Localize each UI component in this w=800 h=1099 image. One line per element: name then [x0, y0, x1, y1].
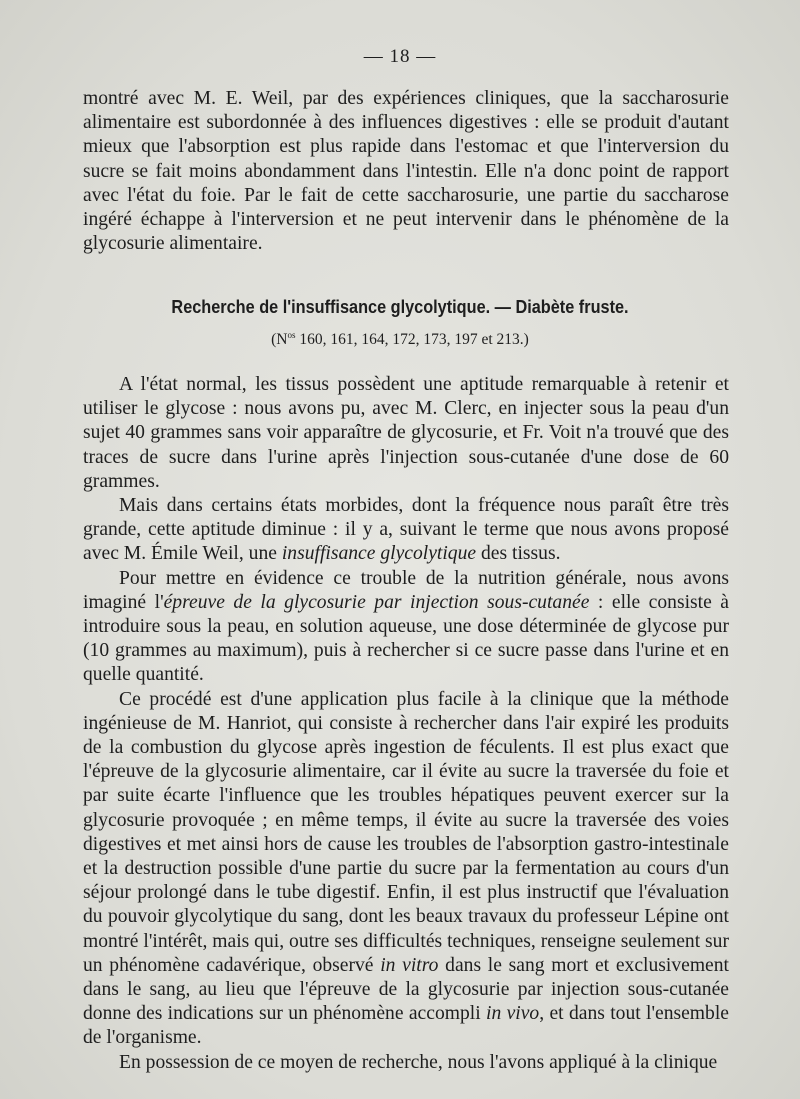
paragraph-3: [83, 567, 729, 688]
body-text: [83, 373, 729, 1075]
section-heading: Recherche de l'insuffisance glycolytique. — Diabète fruste.: [171, 296, 629, 317]
paragraph-2-text-a: Mais dans certains états morbides, dont la fréquence nous paraît être très grande, cette aptitude diminue : il y a, suivant le terme que nous avons proposé avec M. Émile Weil, une: [83, 495, 729, 565]
paragraph-2-emphasis: insuffisance glycolytique: [281, 543, 477, 565]
references-prefix: (N: [271, 331, 288, 349]
references-superscript: os: [287, 330, 296, 340]
paragraph-2-text-b: des tissus.: [476, 543, 561, 565]
paragraph-5: En possession de ce moyen de recherche, nous l'avons appliqué à la clinique: [119, 1051, 718, 1073]
paragraph-4: [83, 688, 729, 1051]
references-numbers: 160, 161, 164, 172, 173, 197 et 213.): [295, 331, 529, 349]
paragraph-4-emphasis-1: in vitro: [380, 954, 439, 976]
paragraph-3-text-a: Pour mettre en évidence ce trouble de la nutrition générale, nous avons imaginé l': [83, 567, 729, 613]
intro-paragraph: montré avec M. E. Weil, par des expériences cliniques, que la saccharosurie alimentaire est subordonnée à des influences digestives : elle se produit d'autant mieux que l'absorption est plus rapide dans l'estomac et que l'interversion du sucre se fait moins abondamment dans l'intestin. Elle n'a donc point de rapport avec l'état du foie. Par le fait de cette saccharosurie, une partie du saccharose ingéré échappe à l'interversion et ne peut intervenir dans le phénomène de la glycosurie alimentaire.: [83, 88, 729, 255]
paragraph-4-text-b: dans le sang mort et exclusivement dans le sang, au lieu que l'épreuve de la glycosurie par injection sous-cutanée donne des indications sur un phénomène accompli: [83, 954, 729, 1025]
paragraph-4-text-c: , et dans tout l'ensemble de l'organisme.: [83, 1003, 729, 1049]
paragraph-1: A l'état normal, les tissus possèdent une aptitude remarquable à retenir et utiliser le glycose : nous avons pu, avec M. Clerc, en injecter sous la peau d'un sujet 40 grammes sans voir apparaître de glycosurie, et Fr. Voit n'a trouvé que des traces de sucre dans l'urine après l'injection sous-cutanée d'une dose de 60 grammes.: [83, 374, 729, 492]
paragraph-3-emphasis: épreuve de la glycosurie par injection sous-cutanée: [163, 591, 590, 613]
paragraph-4-text-a: Ce procédé est d'une application plus facile à la clinique que la méthode ingénieuse de M. Hanriot, qui consiste à rechercher dans l'air expiré les produits de la combustion du glycose après ingestion de féculents. Il est plus exact que l'épreuve de la glycosurie alimentaire, car il évite au sucre la traversée du foie et par suite écarte l'influence que les troubles hépatiques peuvent exercer sur la glycosurie provoquée ; en même temps, il évite au sucre la traversée des voies digestives et met ainsi hors de cause les troubles de l'absorption gastro-intestinale et la destruction possible d'une partie du sucre par la fermentation au cours d'un séjour prolongé dans le tube digestif. Enfin, il est plus instructif que l'évaluation du pouvoir glycolytique du sang, dont les beaux travaux du professeur Lépine ont montré l'intérêt, mais qui, outre ses difficultés techniques, renseigne seulement sur un phénomène cadavérique, observé: [83, 688, 729, 976]
page-number: — 18 —: [363, 46, 437, 67]
paragraph-2: [83, 494, 729, 567]
intro-paragraph-block: [83, 87, 729, 256]
paragraph-3-text-b: : elle consiste à introduire sous la peau, en solution aqueuse, une dose déterminée de glycose pur (10 grammes au maximum), puis à rechercher si ce sucre passe dans l'urine et en quelle quantité.: [83, 591, 730, 686]
section-references: [0, 330, 800, 349]
paragraph-4-emphasis-2: in vivo: [486, 1003, 540, 1025]
